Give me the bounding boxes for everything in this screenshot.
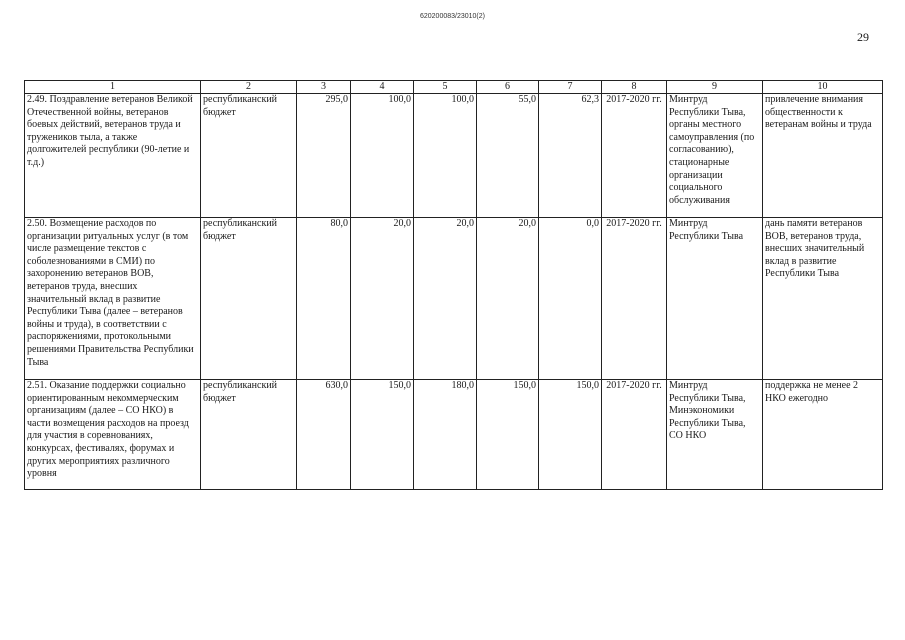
amount-2018-cell: 20,0 xyxy=(414,218,477,380)
column-number: 10 xyxy=(763,81,883,94)
amount-2019-cell: 20,0 xyxy=(477,218,539,380)
total-amount-cell: 80,0 xyxy=(297,218,351,380)
page-number: 29 xyxy=(857,30,869,44)
measure-cell: 2.49. Поздравление ветеранов Великой Отечественной войны, ветеранов боевых действий, ветеранов труда и тружеников тыла, а также долгожителей республики (90-летие и т.д.) xyxy=(25,94,201,218)
amount-2020-cell: 150,0 xyxy=(539,380,602,490)
period-cell: 2017-2020 гг. xyxy=(602,218,667,380)
document-code: 620200083/23010(2) xyxy=(419,13,485,20)
amount-2019-cell: 55,0 xyxy=(477,94,539,218)
expected-result-cell: поддержка не менее 2 НКО ежегодно xyxy=(763,380,883,490)
executors-cell: Минтруд Республики Тыва, Минэкономики Республики Тыва, СО НКО xyxy=(667,380,763,490)
funding-source-cell: республиканский бюджет xyxy=(201,94,297,218)
expected-result-cell: привлечение внимания общественности к ветеранам войны и труда xyxy=(763,94,883,218)
column-number: 6 xyxy=(477,81,539,94)
table-row xyxy=(25,380,883,490)
executors-cell: Минтруд Республики Тыва, органы местного самоуправления (по согласованию), стационарные организации социального обслуживания xyxy=(667,94,763,218)
total-amount-cell: 295,0 xyxy=(297,94,351,218)
amount-2019-cell: 150,0 xyxy=(477,380,539,490)
amount-2017-cell: 100,0 xyxy=(351,94,414,218)
expected-result-cell: дань памяти ветеранов ВОВ, ветеранов труда, внесших значительный вклад в развитие Республики Тыва xyxy=(763,218,883,380)
amount-2017-cell: 150,0 xyxy=(351,380,414,490)
measure-cell: 2.50. Возмещение расходов по организации ритуальных услуг (в том числе размещение текстов с соболезнованиями в СМИ) по захоронению ветеранов ВОВ, ветеранов труда, внесших значительный вклад в развитие Республики Тыва (далее – ветеранов войны и труда), в соответствии с распоряжениями, протокольными решениями Правительства Республики Тыва xyxy=(25,218,201,380)
amount-2020-cell: 62,3 xyxy=(539,94,602,218)
column-number: 2 xyxy=(201,81,297,94)
amount-2017-cell: 20,0 xyxy=(351,218,414,380)
period-cell: 2017-2020 гг. xyxy=(602,380,667,490)
funding-source-cell: республиканский бюджет xyxy=(201,218,297,380)
column-number: 3 xyxy=(297,81,351,94)
column-number: 8 xyxy=(602,81,667,94)
program-measures-table xyxy=(24,80,883,490)
column-number: 1 xyxy=(25,81,201,94)
period-cell: 2017-2020 гг. xyxy=(602,94,667,218)
funding-source-cell: республиканский бюджет xyxy=(201,380,297,490)
total-amount-cell: 630,0 xyxy=(297,380,351,490)
amount-2018-cell: 180,0 xyxy=(414,380,477,490)
measure-cell: 2.51. Оказание поддержки социально ориентированным некоммерческим организациям (далее – СО НКО) в части возмещения расходов на проезд для участия в соревнованиях, конкурсах, фестивалях, форумах и других мероприятиях различного уровня xyxy=(25,380,201,490)
column-number: 5 xyxy=(414,81,477,94)
amount-2018-cell: 100,0 xyxy=(414,94,477,218)
table-row xyxy=(25,218,883,380)
column-number: 4 xyxy=(351,81,414,94)
amount-2020-cell: 0,0 xyxy=(539,218,602,380)
table-row xyxy=(25,94,883,218)
column-number: 9 xyxy=(667,81,763,94)
executors-cell: Минтруд Республики Тыва xyxy=(667,218,763,380)
column-number-row xyxy=(25,81,883,94)
column-number: 7 xyxy=(539,81,602,94)
